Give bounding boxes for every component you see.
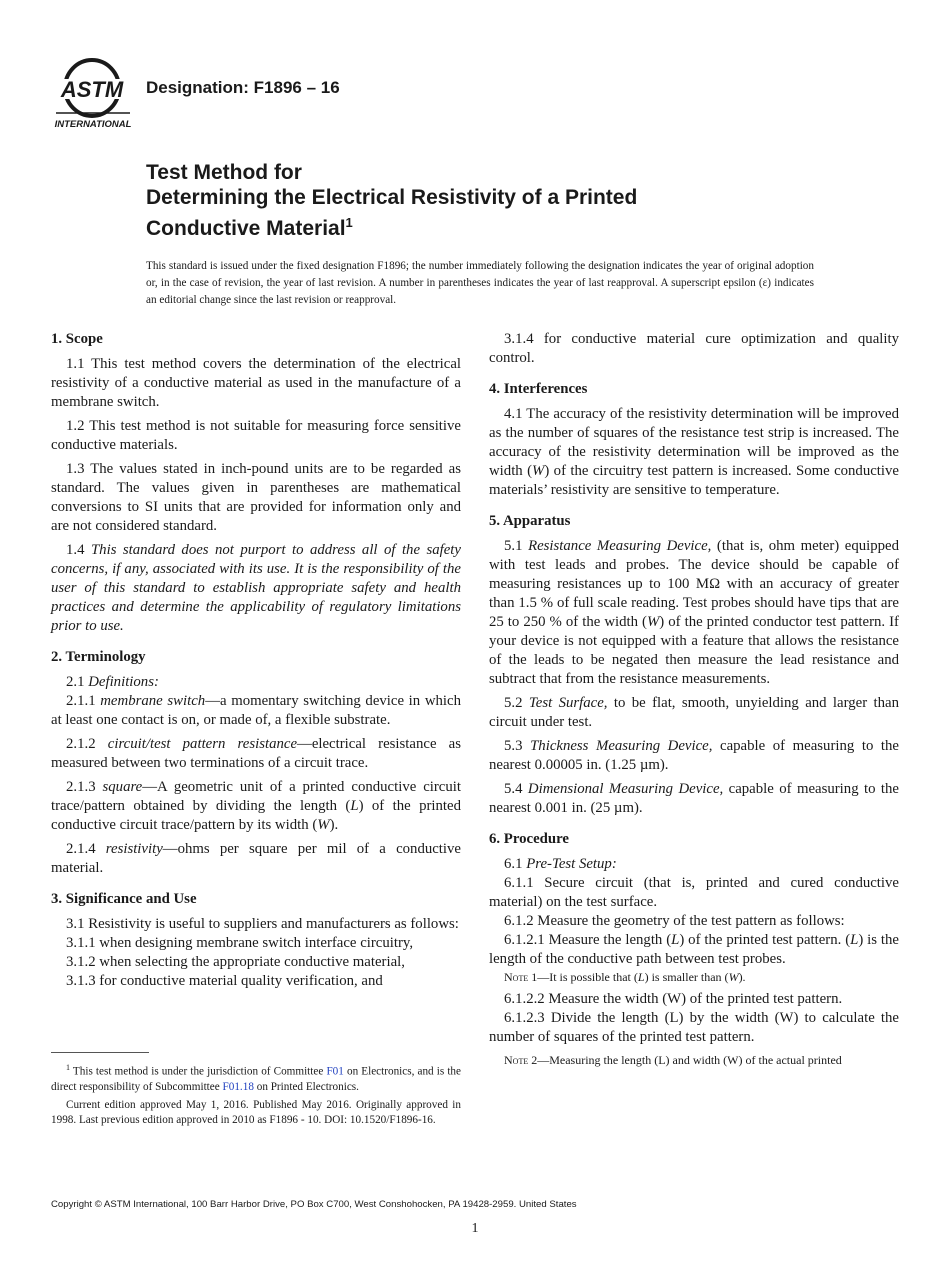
paragraph-number: 2.1 [66, 674, 85, 690]
variable: W [532, 463, 545, 479]
note-text: ). [738, 970, 746, 984]
note-label: Note 2 [504, 1053, 538, 1067]
paragraph-text: capable of measuring to the nearest 0.001 in. (25 µm). [489, 781, 899, 816]
paragraph-text: 6.1.2.1 Measure the length ( [504, 932, 672, 948]
paragraph: 6.1.2.2 Measure the width (W) of the printed test pattern. [504, 991, 843, 1007]
footnote: Current edition approved May 1, 2016. Published May 2016. Originally approved in 1998. Last previous edition approved in 2010 as F1896 - 10. DOI: 10.1520/F1896-16. [51, 1098, 461, 1127]
section-heading: 1. Scope [51, 331, 103, 347]
paragraph: 1.1 This test method covers the determination of the electrical resistivity of a conductive material as used in the manufacture of a membrane switch. [51, 356, 461, 410]
paragraph [489, 737, 899, 775]
definition-term: square [102, 779, 143, 795]
note-2 [489, 1052, 899, 1068]
paragraph-number: 5.4 [504, 781, 523, 797]
paragraph [51, 541, 461, 636]
paragraph [51, 673, 461, 692]
paragraph-text: to be flat, smooth, unyielding and larger than circuit under test. [489, 695, 900, 730]
section-significance-continued [489, 330, 899, 368]
paragraph-number: 2.1.2 [66, 736, 96, 752]
definition [51, 840, 461, 878]
definition [51, 735, 461, 773]
paragraph-text: ) of the printed conductor test pattern. If your device is not equipped with a feature that allows the resistance of the leads to be negated then measure the lead resistance and subtract that from the resistance measurements. [489, 614, 899, 687]
page-number: 1 [471, 1221, 479, 1236]
paragraph-text: ) is the length of the conductive path between test probes. [489, 932, 900, 967]
definition-term: resistivity [105, 841, 163, 857]
footnote-text: on Electronics, and is the direct responsibility of Subcommittee [51, 1065, 461, 1094]
standard-notice: This standard is issued under the fixed designation F1896; the number immediately following the designation indicates the year of original adoption or, in the case of revision, the year of last revision. A number in parentheses indicates the year of last reapproval. A superscript epsilon (ε) indicates an editorial change since the last revision or reapproval. [146, 260, 814, 306]
paragraph-number: 1.4 [66, 542, 85, 558]
paragraph-text: This standard does not purport to address all of the safety concerns, if any, associated with its use. It is the responsibility of the user of this standard to establish appropriate safety and health practices and determine the applicability of regulatory limitations prior to use. [51, 542, 461, 634]
footnote-mark: 1 [66, 1063, 70, 1072]
list-item: 3.1.2 when selecting the appropriate conductive material, [66, 954, 405, 970]
section-heading: 2. Terminology [51, 649, 146, 665]
procedure-term: Pre-Test Setup: [526, 856, 617, 872]
variable: W [646, 614, 660, 630]
section-apparatus [489, 512, 899, 818]
footnote-text: on Printed Electronics. [253, 1081, 359, 1094]
title-line-3 [146, 210, 866, 241]
astm-logo [52, 58, 136, 132]
definition-text: —a momentary switching device in which at least one contact is on, or made of, a flexible substrate. [51, 693, 462, 728]
section-heading: 3. Significance and Use [51, 891, 197, 907]
paragraph: 6.1.2 Measure the geometry of the test pattern as follows: [504, 913, 845, 929]
definition-text: ). [329, 817, 339, 833]
paragraph: 3.1 Resistivity is useful to suppliers and manufacturers as follows: [66, 916, 459, 932]
variable: L [671, 932, 680, 948]
section-heading: 4. Interferences [489, 381, 588, 397]
footnote [51, 1060, 461, 1096]
title-line-2: Determining the Electrical Resistivity of a Printed [146, 186, 638, 209]
list-item: 3.1.1 when designing membrane switch interface circuitry, [66, 935, 414, 951]
section-procedure [489, 830, 899, 1068]
footnote-text: This test method is under the jurisdiction of Committee [70, 1065, 327, 1078]
subcommittee-link[interactable]: F01.18 [222, 1081, 254, 1094]
paragraph-text: ) of the circuitry test pattern is increased. Some conductive materials’ resistivity are sensitive to temperature. [489, 463, 899, 498]
note-1 [489, 969, 899, 985]
section-terminology [51, 648, 461, 878]
paragraph-number: 6.1 [504, 856, 523, 872]
right-column [489, 330, 899, 1080]
note-text: —Measuring the length (L) and width (W) of the actual printed [537, 1053, 842, 1067]
definition-term: circuit/test pattern resistance [107, 736, 298, 752]
definition-text: —A geometric unit of a printed conductive circuit trace/pattern obtained by dividing the length ( [51, 779, 461, 814]
apparatus-term: Dimensional Measuring Device, [527, 781, 724, 797]
designation: Designation: F1896 – 16 [146, 78, 340, 97]
section-heading: 6. Procedure [489, 831, 569, 847]
paragraph: 6.1.2.3 Divide the length (L) by the width (W) to calculate the number of squares of the printed test pattern. [489, 1010, 899, 1045]
section-interferences [489, 380, 899, 500]
paragraph [489, 694, 899, 732]
variable: L [850, 932, 859, 948]
paragraph [489, 405, 899, 500]
section-heading: 5. Apparatus [489, 513, 571, 529]
definition-text: ) of the printed conductive circuit trace/pattern by its width ( [51, 798, 461, 833]
paragraph-text: 4.1 The accuracy of the resistivity determination will be improved as the number of squares of the resistance test strip is increased. The accuracy of the resistivity determination will be improved as the width ( [489, 406, 899, 479]
astm-logo-graphic [52, 58, 136, 132]
footnotes [51, 1060, 461, 1131]
paragraph: 1.2 This test method is not suitable for measuring force sensitive conductive materials. [51, 418, 461, 453]
paragraph: 6.1.1 Secure circuit (that is, printed and cured conductive material) on the test surface. [489, 875, 899, 910]
variable: L [350, 798, 359, 814]
paragraph-number: 5.1 [504, 538, 523, 554]
list-item: 3.1.3 for conductive material quality verification, and [66, 973, 383, 989]
paragraph-text: ) of the printed test pattern. ( [679, 932, 851, 948]
section-scope [51, 330, 461, 636]
paragraph-number: 2.1.4 [66, 841, 96, 857]
variable: L [637, 970, 645, 984]
list-item: 3.1.4 for conductive material cure optimization and quality control. [489, 331, 899, 366]
definition-text: —ohms per square per mil of a conductive material. [51, 841, 461, 876]
paragraph-number: 2.1.1 [66, 693, 96, 709]
apparatus-term: Thickness Measuring Device, [530, 738, 713, 754]
paragraph-number: 5.3 [504, 738, 523, 754]
definition [51, 692, 461, 730]
definition-term: membrane switch [100, 693, 206, 709]
left-column [51, 330, 461, 1003]
note-text: ) is smaller than ( [644, 970, 729, 984]
document-title [146, 160, 866, 241]
variable: W [317, 817, 330, 833]
paragraph [489, 537, 899, 689]
paragraph [489, 780, 899, 818]
definition [51, 778, 461, 835]
title-footnote-mark: 1 [345, 215, 353, 230]
definition-term: Definitions: [88, 674, 159, 690]
paragraph-number: 2.1.3 [66, 779, 96, 795]
logo-text: ASTM [60, 77, 124, 102]
apparatus-term: Test Surface, [528, 695, 608, 711]
logo-subtext: INTERNATIONAL [54, 119, 132, 130]
paragraph: 1.3 The values stated in inch-pound units are to be regarded as standard. The values given in parentheses are mathematical conversions to SI units that are provided for information only and are not considered standard. [51, 461, 461, 534]
note-text: —It is possible that ( [537, 970, 638, 984]
paragraph-number: 5.2 [504, 695, 523, 711]
paragraph [489, 855, 899, 874]
paragraph-text: (that is, ohm meter) equipped with test leads and probes. The device should be capable of measuring resistances up to 100 MΩ with an accuracy of greater than 1.5 % of full scale reading. Test probes should have tips that are 25 to 250 % of the width ( [489, 538, 899, 630]
definition-text: —electrical resistance as measured between two terminations of a circuit trace. [51, 736, 462, 771]
section-significance [51, 890, 461, 991]
variable: W [728, 970, 739, 984]
committee-link[interactable]: F01 [326, 1065, 344, 1078]
title-line-3-text: Conductive Material [146, 217, 346, 240]
title-line-1: Test Method for [146, 161, 302, 184]
copyright-notice: Copyright © ASTM International, 100 Barr Harbor Drive, PO Box C700, West Conshohocken, PA 19428-2959. United States [51, 1199, 577, 1210]
note-label: Note 1 [504, 970, 538, 984]
apparatus-term: Resistance Measuring Device, [528, 538, 712, 554]
paragraph [489, 931, 899, 969]
footnote-divider [51, 1052, 149, 1053]
paragraph-text: capable of measuring to the nearest 0.00005 in. (1.25 µm). [489, 738, 900, 773]
